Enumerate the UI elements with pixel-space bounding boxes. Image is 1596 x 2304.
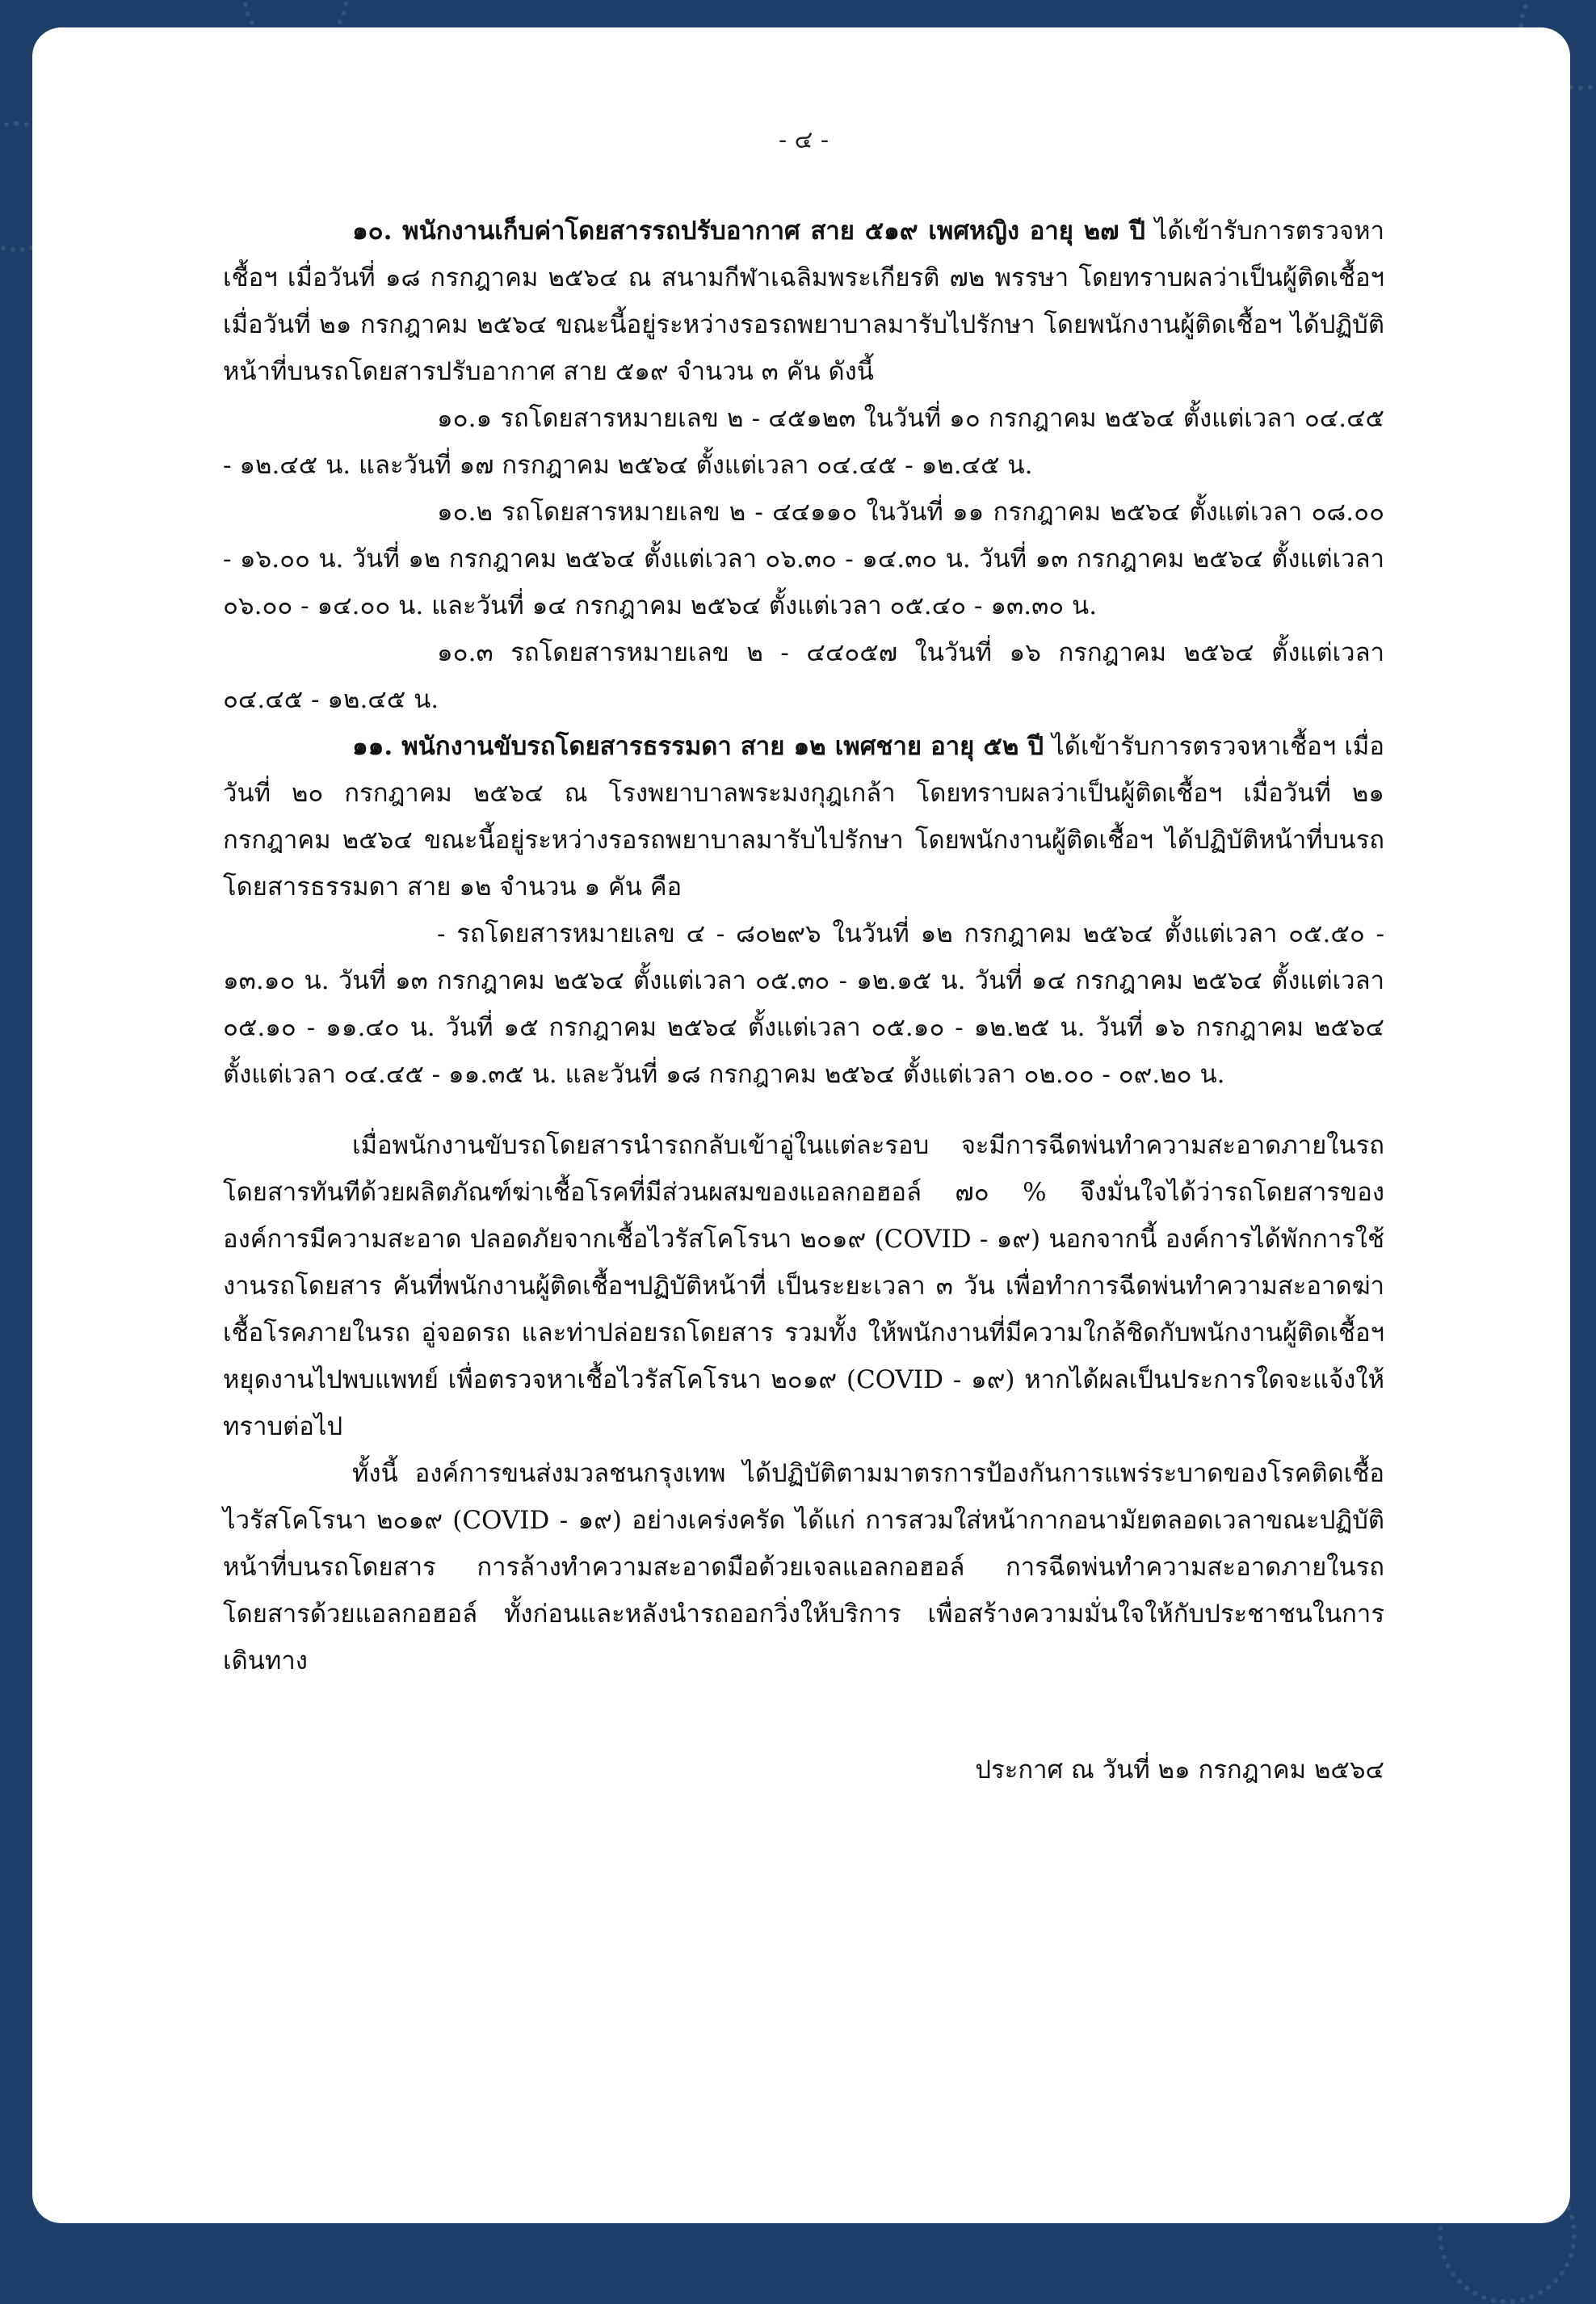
item-10-body: ได้เข้ารับการตรวจหาเชื้อฯ เมื่อวันที่ ๑๘ กรกฎาคม ๒๕๖๔ ณ สนามกีฬาเฉลิมพระเกียรติ ๗๒ พรรษา โดยทราบผลว่าเป็นผู้ติดเชื้อฯ เมื่อวันที่ ๒๑ กรกฎาคม ๒๕๖๔ ขณะนี้อยู่ระหว่างรอรถพยาบาลมารับไปรักษา โดยพนักงานผู้ติดเชื้อฯ ได้ปฏิบัติหน้าที่บนรถโดยสารปรับอากาศ สาย ๕๑๙ จำนวน ๓ คัน ดังนี้ xyxy=(223,217,1384,386)
document-page xyxy=(32,27,1570,2223)
item-10-paragraph xyxy=(223,208,1384,395)
item-11-bus: - รถโดยสารหมายเลข ๔ - ๘๐๒๙๖ ในวันที่ ๑๒ กรกฎาคม ๒๕๖๔ ตั้งแต่เวลา ๐๕.๕๐ - ๑๓.๑๐ น. วันที่ ๑๓ กรกฎาคม ๒๕๖๔ ตั้งแต่เวลา ๐๕.๓๐ - ๑๒.๑๕ น. วันที่ ๑๔ กรกฎาคม ๒๕๖๔ ตั้งแต่เวลา ๐๕.๑๐ - ๑๑.๔๐ น. วันที่ ๑๕ กรกฎาคม ๒๕๖๔ ตั้งแต่เวลา ๐๕.๑๐ - ๑๒.๒๕ น. วันที่ ๑๖ กรกฎาคม ๒๕๖๔ ตั้งแต่เวลา ๐๔.๔๕ - ๑๑.๓๕ น. และวันที่ ๑๘ กรกฎาคม ๒๕๖๔ ตั้งแต่เวลา ๐๒.๐๐ - ๐๙.๒๐ น. xyxy=(223,919,1384,1089)
item-10-1-bus: ๑๐.๑ รถโดยสารหมายเลข ๒ - ๔๕๑๒๓ ในวันที่ ๑๐ กรกฎาคม ๒๕๖๔ ตั้งแต่เวลา ๐๔.๔๕ - ๑๒.๔๕ น. และวันที่ ๑๗ กรกฎาคม ๒๕๖๔ ตั้งแต่เวลา ๐๔.๔๕ - ๑๒.๔๕ น. xyxy=(223,404,1384,480)
item-10-heading: ๑๐. พนักงานเก็บค่าโดยสารรถปรับอากาศ สาย ๕๑๙ เพศหญิง อายุ ๒๗ ปี xyxy=(352,217,1145,246)
item-11-body: ได้เข้ารับการตรวจหาเชื้อฯ เมื่อวันที่ ๒๐ กรกฎาคม ๒๕๖๔ ณ โรงพยาบาลพระมงกุฎเกล้า โดยทราบผลว่าเป็นผู้ติดเชื้อฯ เมื่อวันที่ ๒๑ กรกฎาคม ๒๕๖๔ ขณะนี้อยู่ระหว่างรอรถพยาบาลมารับไปรักษา โดยพนักงานผู้ติดเชื้อฯ ได้ปฏิบัติหน้าที่บนรถโดยสารธรรมดา สาย ๑๒ จำนวน ๑ คัน คือ xyxy=(223,732,1384,902)
item-10-3-bus: ๑๐.๓ รถโดยสารหมายเลข ๒ - ๔๔๐๕๗ ในวันที่ ๑๖ กรกฎาคม ๒๕๖๔ ตั้งแต่เวลา ๐๔.๔๕ - ๑๒.๔๕ น. xyxy=(223,638,1384,714)
cleaning-paragraph: เมื่อพนักงานขับรถโดยสารนำรถกลับเข้าอู่ในแต่ละรอบ จะมีการฉีดพ่นทำความสะอาดภายในรถโดยสารทันทีด้วยผลิตภัณฑ์ฆ่าเชื้อโรคที่มีส่วนผสมของแอลกอฮอล์ ๗๐ % จึงมั่นใจได้ว่ารถโดยสารขององค์การมีความสะอาด ปลอดภัยจากเชื้อไวรัสโคโรนา ๒๐๑๙ (COVID - ๑๙) นอกจากนี้ องค์การได้พักการใช้งานรถโดยสาร คันที่พนักงานผู้ติดเชื้อฯปฏิบัติหน้าที่ เป็นระยะเวลา ๓ วัน เพื่อทำการฉีดพ่นทำความสะอาดฆ่าเชื้อโรคภายในรถ อู่จอดรถ และท่าปล่อยรถโดยสาร รวมทั้ง ให้พนักงานที่มีความใกล้ชิดกับพนักงานผู้ติดเชื้อฯ หยุดงานไปพบแพทย์ เพื่อตรวจหาเชื้อไวรัสโคโรนา ๒๐๑๙ (COVID - ๑๙) หากได้ผลเป็นประการใดจะแจ้งให้ทราบต่อไป xyxy=(223,1131,1384,1441)
page-number: - ๔ - xyxy=(778,126,830,154)
item-10-2-bus: ๑๐.๒ รถโดยสารหมายเลข ๒ - ๔๔๑๑๐ ในวันที่ ๑๑ กรกฎาคม ๒๕๖๔ ตั้งแต่เวลา ๐๘.๐๐ - ๑๖.๐๐ น. วันที่ ๑๒ กรกฎาคม ๒๕๖๔ ตั้งแต่เวลา ๐๖.๓๐ - ๑๔.๓๐ น. วันที่ ๑๓ กรกฎาคม ๒๕๖๔ ตั้งแต่เวลา ๐๖.๐๐ - ๑๔.๐๐ น. และวันที่ ๑๔ กรกฎาคม ๒๕๖๔ ตั้งแต่เวลา ๐๕.๔๐ - ๑๓.๓๐ น. xyxy=(223,498,1384,620)
item-11-paragraph xyxy=(223,723,1384,910)
measures-paragraph: ทั้งนี้ องค์การขนส่งมวลชนกรุงเทพ ได้ปฏิบัติตามมาตรการป้องกันการแพร่ระบาดของโรคติดเชื้อไวรัสโคโรนา ๒๐๑๙ (COVID - ๑๙) อย่างเคร่งครัด ได้แก่ การสวมใส่หน้ากากอนามัยตลอดเวลาขณะปฏิบัติหน้าที่บนรถโดยสาร การล้างทำความสะอาดมือด้วยเจลแอลกอฮอล์ การฉีดพ่นทำความสะอาดภายในรถโดยสารด้วยแอลกอฮอล์ ทั้งก่อนและหลังนำรถออกวิ่งให้บริการ เพื่อสร้างความมั่นใจให้กับประชาชนในการเดินทาง xyxy=(223,1459,1384,1675)
item-11-heading: ๑๑. พนักงานขับรถโดยสารธรรมดา สาย ๑๒ เพศชาย อายุ ๕๒ ปี xyxy=(352,732,1044,761)
announcement-date: ประกาศ ณ วันที่ ๒๑ กรกฎาคม ๒๕๖๔ xyxy=(975,1755,1384,1785)
